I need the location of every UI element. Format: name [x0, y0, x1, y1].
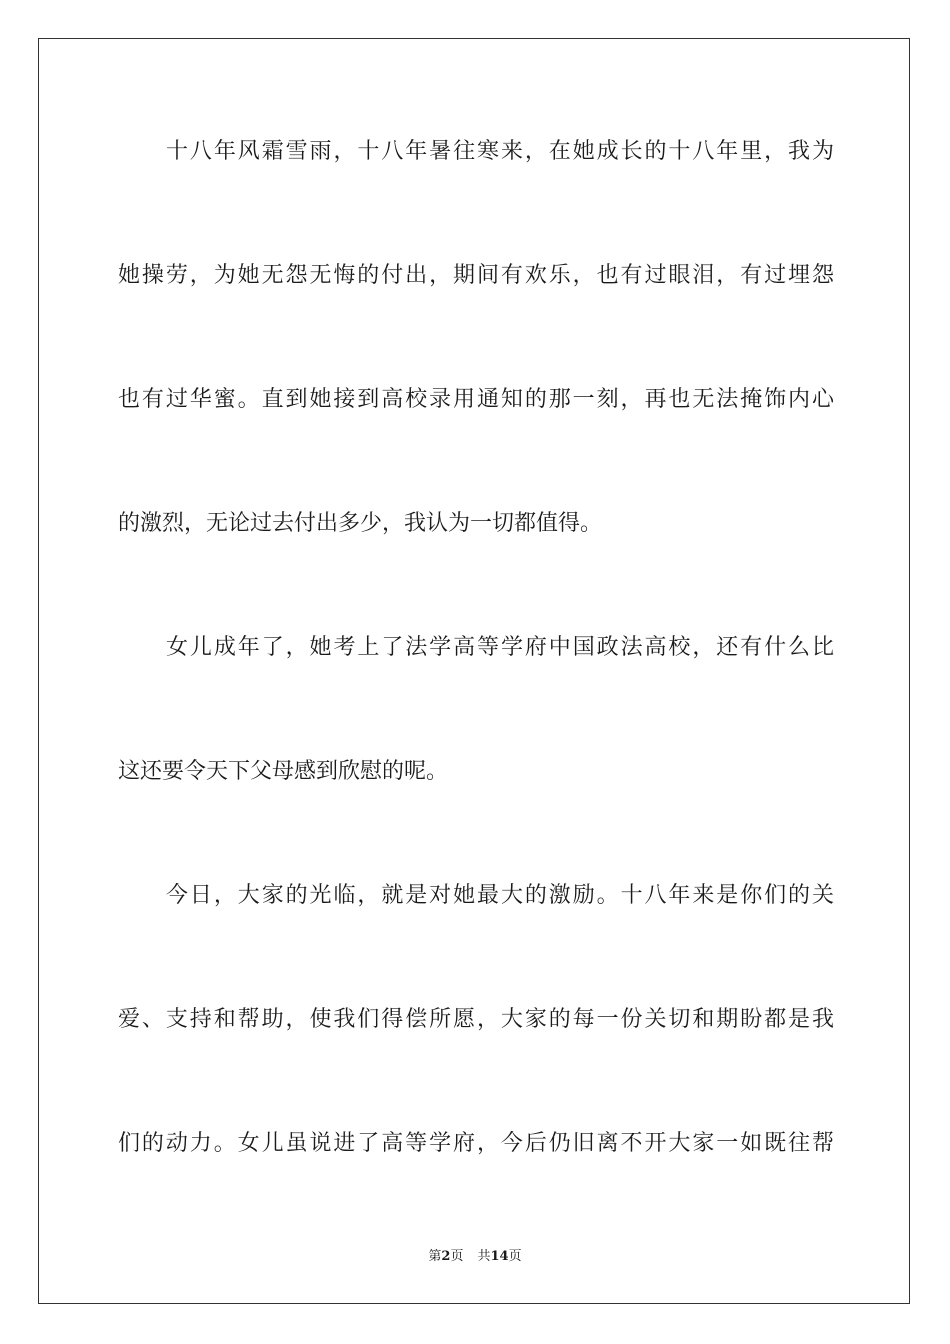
- footer-total-pages: 14: [490, 1249, 509, 1264]
- paragraph-1-line-1: 十八年风霜雪雨，十八年暑往寒来，在她成长的十八年里，我为: [166, 139, 834, 164]
- paragraph-1-line-4: 的激烈，无论过去付出多少，我认为一切都值得。: [118, 511, 603, 536]
- paragraph-3-line-1: 今日，大家的光临，就是对她最大的激励。十八年来是你们的关: [166, 883, 834, 908]
- paragraph-3-line-3: 们的动力。女儿虽说进了高等学府，今后仍旧离不开大家一如既往帮: [118, 1131, 834, 1156]
- paragraph-3-line-2: 爱、支持和帮助，使我们得偿所愿，大家的每一份关切和期盼都是我: [118, 1007, 834, 1032]
- page-footer: [0, 1248, 950, 1266]
- footer-page-prefix: 第: [428, 1249, 442, 1264]
- footer-total-prefix: 共: [477, 1249, 491, 1264]
- footer-page-suffix: 页: [450, 1249, 464, 1264]
- page-border: [38, 38, 910, 1304]
- paragraph-1-line-2: 她操劳，为她无怨无悔的付出，期间有欢乐，也有过眼泪，有过埋怨: [118, 263, 834, 288]
- paragraph-1-line-3: 也有过华蜜。直到她接到高校录用通知的那一刻，再也无法掩饰内心: [118, 387, 834, 412]
- footer-page-number: 2: [441, 1249, 451, 1264]
- paragraph-2-line-2: 这还要令天下父母感到欣慰的呢。: [118, 759, 449, 784]
- paragraph-2-line-1: 女儿成年了，她考上了法学高等学府中国政法高校，还有什么比: [166, 635, 834, 660]
- footer-total-suffix: 页: [508, 1249, 522, 1264]
